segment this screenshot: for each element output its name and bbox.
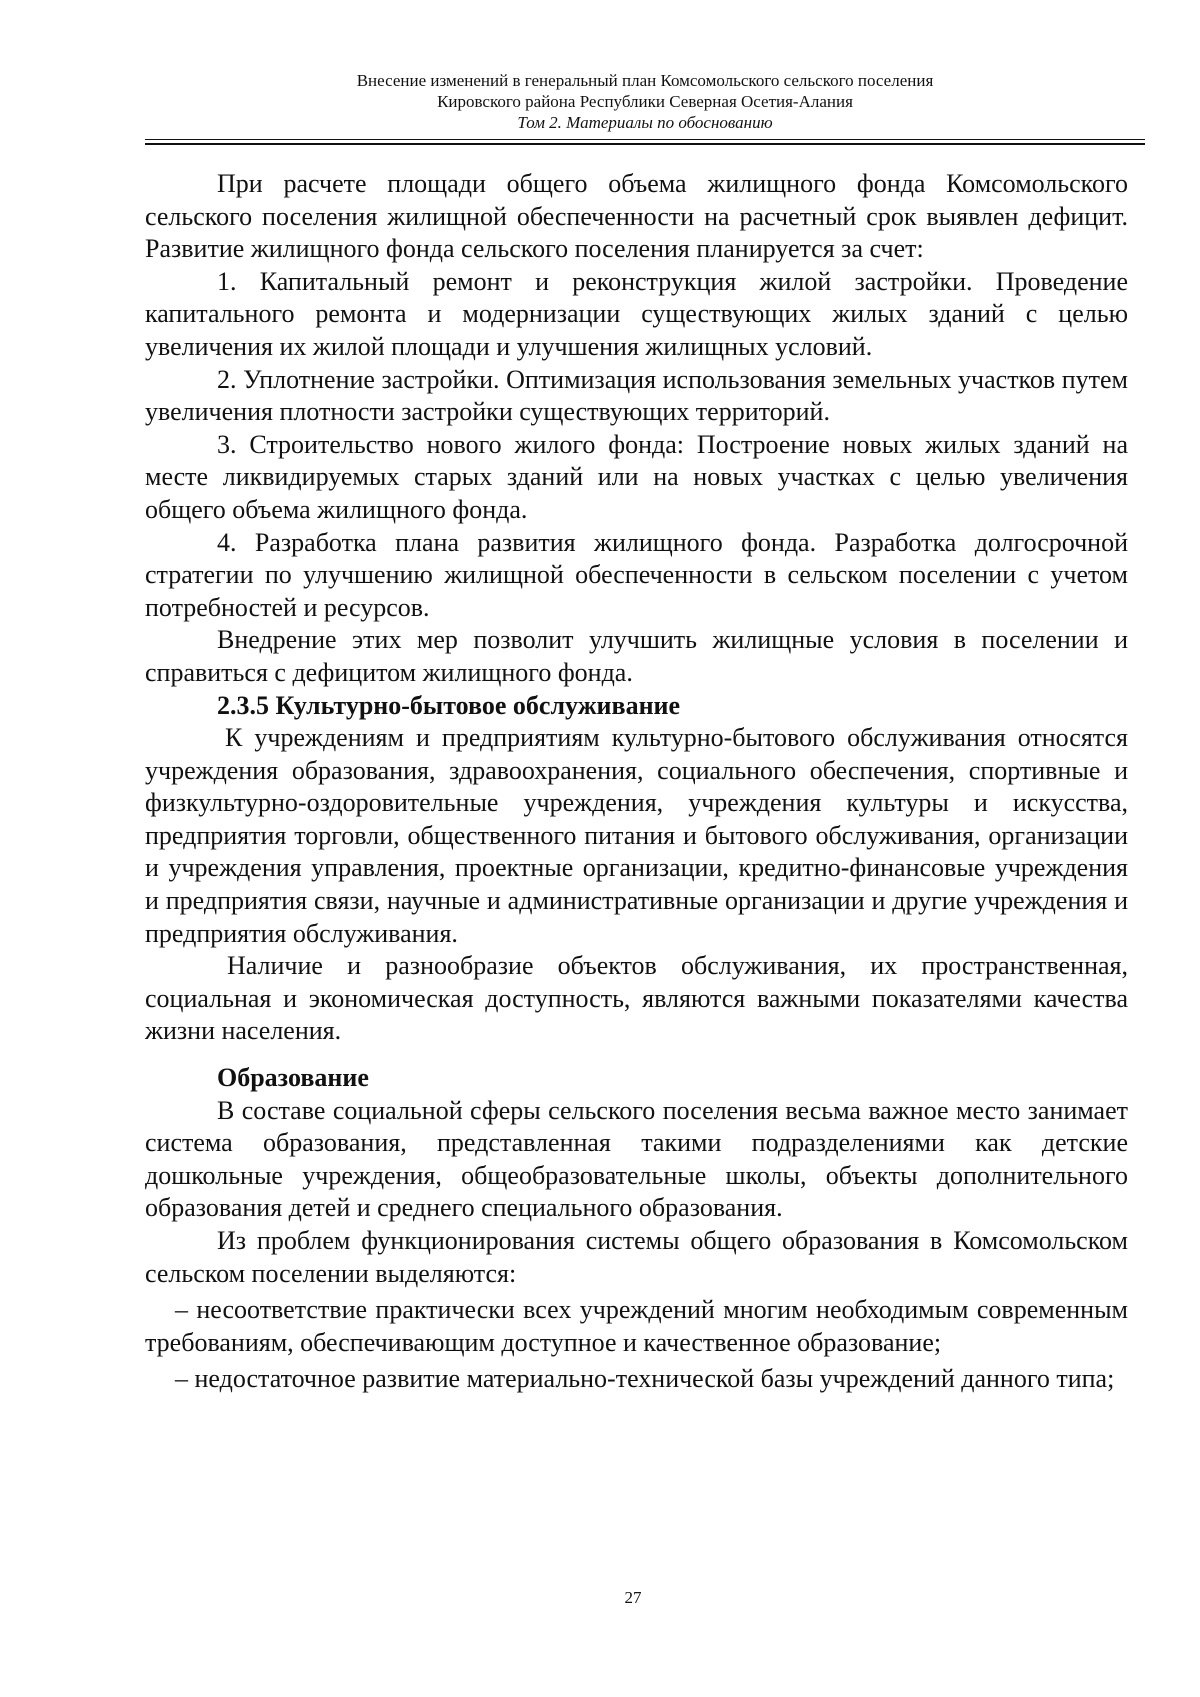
bullet-item-1: – несоответствие практически всех учреждений многим необходимым современным требованиям, обеспечивающим доступное и качественное образование;: [145, 1295, 1128, 1357]
paragraph-institutions: К учреждениям и предприятиям культурно-бытового обслуживания относятся учреждения образования, здравоохранения, социального обеспечения, спортивные и физкультурно-оздоровительные учреждения, учреждения культуры и искусства, предприятия торговли, общественного питания и бытового обслуживания, организации и учреждения управления, проектные организации, кредитно-финансовые учреждения и предприятия связи, научные и административные организации и другие учреждения и предприятия обслуживания.: [145, 723, 1128, 948]
bullet-item-2: – недостаточное развитие материально-технической базы учреждений данного типа;: [175, 1364, 1115, 1394]
section-heading: 2.3.5 Культурно-бытовое обслуживание: [217, 690, 681, 720]
header-rule-thin: [145, 139, 1145, 140]
subsection-heading: Образование: [217, 1063, 369, 1093]
paragraph-measures: Внедрение этих мер позволит улучшить жилищные условия в поселении и справиться с дефицитом жилищного фонда.: [145, 625, 1128, 687]
paragraph-problems: Из проблем функционирования системы общего образования в Комсомольском сельском поселении выделяются:: [145, 1226, 1128, 1288]
header-title-line2: Кировского района Республики Северная Осетия-Алания: [437, 92, 853, 111]
page-number: 27: [624, 1588, 642, 1607]
header-rule-thick: [145, 143, 1145, 145]
list-item-2: 2. Уплотнение застройки. Оптимизация использования земельных участков путем увеличения плотности застройки существующих территорий.: [145, 364, 1128, 427]
list-item-4: 4. Разработка плана развития жилищного фонда. Разработка долгосрочной стратегии по улучшению жилищной обеспеченности в сельском поселении с учетом потребностей и ресурсов.: [145, 527, 1128, 622]
document-body: [145, 168, 1128, 1396]
list-item-1: 1. Капитальный ремонт и реконструкция жилой застройки. Проведение капитального ремонта и модернизации существующих жилых зданий с целью увеличения их жилой площади и улучшения жилищных условий.: [145, 266, 1128, 361]
paragraph-housing-deficit: При расчете площади общего объема жилищного фонда Комсомольского сельского поселения жилищной обеспеченности на расчетный срок выявлен дефицит. Развитие жилищного фонда сельского поселения планируется за счет:: [145, 169, 1128, 264]
paragraph-education: В составе социальной сферы сельского поселения весьма важное место занимает система образования, представленная такими подразделениями как детские дошкольные учреждения, общеобразовательные школы, объекты дополнительного образования детей и среднего специального образования.: [145, 1095, 1128, 1223]
page-header: [145, 70, 1145, 133]
header-title-line1: Внесение изменений в генеральный план Комсомольского сельского поселения: [356, 71, 934, 90]
list-item-3: 3. Строительство нового жилого фонда: Построение новых жилых зданий на месте ликвидируемых старых зданий или на новых участках с целью увеличения общего объема жилищного фонда.: [145, 429, 1128, 524]
paragraph-diversity: Наличие и разнообразие объектов обслуживания, их пространственная, социальная и экономическая доступность, являются важными показателями качества жизни населения.: [145, 951, 1128, 1046]
header-volume: Том 2. Материалы по обоснованию: [517, 113, 773, 132]
